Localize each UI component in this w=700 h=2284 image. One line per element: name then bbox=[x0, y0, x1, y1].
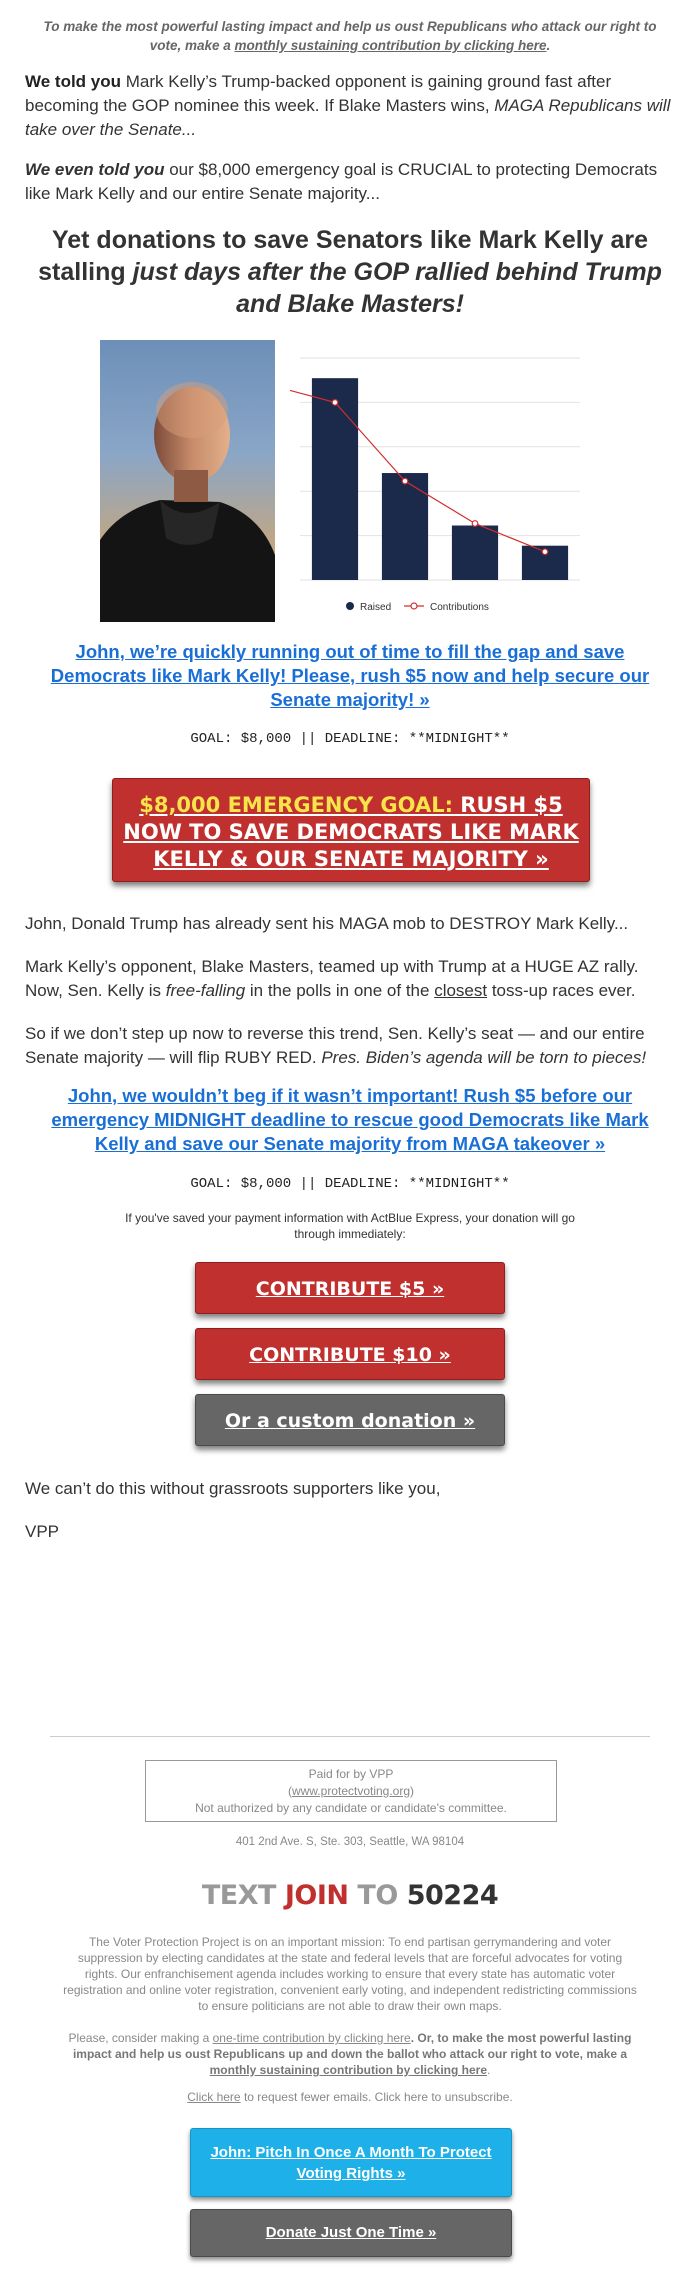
legend-raised-marker bbox=[346, 602, 354, 610]
closing-line: We can’t do this without grassroots supporters like you, bbox=[25, 1479, 441, 1498]
told-you-italic: MAGA Republicans will take over the Senate... bbox=[25, 96, 671, 139]
consider-text: Please, consider making a bbox=[68, 2031, 213, 2045]
chart-point-contributions bbox=[402, 478, 408, 484]
legend-contributions-marker bbox=[411, 603, 417, 609]
actblue-express-note: If you've saved your payment information with ActBlue Express, your donation will go through immediately: bbox=[125, 1211, 575, 1241]
contribute-10-button[interactable]: CONTRIBUTE $10 » bbox=[195, 1328, 505, 1380]
appeal-period: . bbox=[487, 2063, 491, 2077]
even-told-you-text: our $8,000 emergency goal is CRUCIAL to protecting Democrats like Mark Kelly and our entire Senate majority... bbox=[25, 160, 658, 203]
emergency-goal-yellow: $8,000 EMERGENCY GOAL: bbox=[139, 793, 453, 817]
custom-donation-button[interactable]: Or a custom donation » bbox=[195, 1394, 505, 1446]
emergency-goal-button[interactable] bbox=[112, 778, 590, 882]
mission-statement: The Voter Protection Project is on an important mission: To end partisan gerrymandering and voter suppression by electing candidates at the state and federal levels that are forceful advocates for voting rights. Our enfranchisement agenda includes working to ensure that every state has automatic voter registration and online voter registration, convenient early voting, and independent redistricting commissions to ensure politicians are not able to draw their own maps. bbox=[63, 1935, 637, 2013]
rally-closest: closest bbox=[434, 981, 488, 1000]
headline bbox=[30, 224, 670, 320]
chart-bar-raised bbox=[312, 378, 358, 580]
chart-point-contributions bbox=[332, 400, 338, 406]
donate-one-time-button[interactable]: Donate Just One Time » bbox=[190, 2209, 512, 2257]
join-word: JOIN bbox=[284, 1880, 349, 1911]
chart-bar-raised bbox=[452, 526, 498, 580]
paragraph-trump-mob: John, Donald Trump has already sent his MAGA mob to DESTROY Mark Kelly... bbox=[25, 914, 629, 933]
consider-bold: . Or, to make the most powerful lasting impact and help us oust Republicans up and down the ballot who attack our right to vote, make a bbox=[72, 2031, 632, 2061]
not-authorized-text: Not authorized by any candidate or candidate's committee. bbox=[195, 1801, 507, 1815]
portrait-illustration bbox=[100, 340, 275, 622]
told-you-bold: We told you bbox=[25, 72, 122, 91]
reverse-trend-text: So if we don’t step up now to reverse this trend, Sen. Kelly’s seat — and our entire Senate majority — will flip RUBY RED. bbox=[25, 1024, 645, 1067]
legend-raised-label: Raised bbox=[360, 602, 392, 613]
emergency-goal-white: RUSH $5 NOW TO SAVE DEMOCRATS LIKE MARK KELLY & OUR SENATE MAJORITY » bbox=[123, 793, 579, 871]
rally-free-falling: free-falling bbox=[165, 981, 246, 1000]
paid-for-text: Paid for by VPP bbox=[308, 1767, 394, 1781]
intro-monthly-appeal bbox=[40, 17, 660, 55]
even-told-you-bold: We even told you bbox=[25, 160, 165, 179]
protectvoting-link[interactable]: www.protectvoting.org bbox=[291, 1784, 411, 1798]
contribute-5-button[interactable]: CONTRIBUTE $5 » bbox=[195, 1262, 505, 1314]
contribution-appeal bbox=[60, 2030, 640, 2078]
legend-contributions-label: Contributions bbox=[430, 602, 489, 613]
rush-5-link-2[interactable]: John, we wouldn’t beg if it wasn’t important! Rush $5 before our emergency MIDNIGHT deadline to rescue good Democrats like Mark Kelly and save our Senate majority from MAGA takeover » bbox=[51, 1085, 649, 1154]
intro-text: To make the most powerful lasting impact and help us oust Republicans who attack our right to vote, make a bbox=[43, 19, 657, 53]
chart-bar-raised bbox=[382, 473, 428, 580]
fewer-emails-text: to request fewer emails. Click here to unsubscribe. bbox=[240, 2090, 513, 2104]
paragraph-rally bbox=[25, 955, 680, 1003]
goal-deadline-1: GOAL: $8,000 || DEADLINE: **MIDNIGHT** bbox=[190, 731, 510, 747]
paid-for-box: Paid for by VPP (www.protectvoting.org) Not authorized by any candidate or candidate's committee. bbox=[145, 1760, 557, 1822]
one-time-link[interactable]: one-time contribution by clicking here bbox=[212, 2031, 411, 2045]
headline-italic: just days after the GOP rallied behind Trump and Blake Masters! bbox=[132, 258, 662, 318]
paragraph-reverse-trend bbox=[25, 1022, 680, 1070]
chart-point-contributions bbox=[472, 521, 478, 527]
monthly-sustaining-link[interactable]: monthly sustaining contribution by clicking here bbox=[234, 38, 547, 53]
short-code: 50224 bbox=[406, 1880, 499, 1911]
headline-text: Yet donations to save Senators like Mark Kelly are stalling bbox=[38, 226, 649, 286]
monthly-pitch-in-button[interactable]: John: Pitch In Once A Month To Protect Voting Rights » bbox=[190, 2128, 512, 2197]
rally-text-3: toss-up races ever. bbox=[487, 981, 636, 1000]
intro-period: . bbox=[546, 38, 551, 53]
mailing-address: 401 2nd Ave. S, Ste. 303, Seattle, WA 98104 bbox=[235, 1836, 465, 1848]
rally-text-1: Mark Kelly’s opponent, Blake Masters, teamed up with Trump at a HUGE AZ rally. Now, Sen. Kelly is bbox=[25, 957, 639, 1000]
email-preferences bbox=[60, 2089, 640, 2105]
signature: VPP bbox=[25, 1522, 60, 1541]
reverse-trend-italic: Pres. Biden’s agenda will be torn to pieces! bbox=[321, 1048, 647, 1067]
goal-deadline-2: GOAL: $8,000 || DEADLINE: **MIDNIGHT** bbox=[190, 1176, 510, 1192]
paragraph-even-told-you bbox=[25, 158, 680, 206]
fewer-emails-link[interactable]: Click here bbox=[187, 2090, 241, 2104]
mark-kelly-photo bbox=[100, 340, 275, 622]
text-word: TEXT bbox=[201, 1880, 276, 1911]
text-join-banner bbox=[0, 1880, 700, 1911]
footer-monthly-link[interactable]: monthly sustaining contribution by clicking here bbox=[209, 2063, 487, 2077]
rally-text-2: in the polls in one of the bbox=[245, 981, 435, 1000]
donations-chart bbox=[290, 348, 590, 618]
rush-5-link-1[interactable]: John, we’re quickly running out of time to fill the gap and save Democrats like Mark Kelly! Please, rush $5 now and help secure our Senate majority! » bbox=[50, 641, 650, 710]
to-word: TO bbox=[357, 1880, 398, 1911]
told-you-text: Mark Kelly’s Trump-backed opponent is gaining ground fast after becoming the GOP nominee this week. If Blake Masters wins, bbox=[25, 72, 612, 115]
footer-divider bbox=[50, 1736, 650, 1737]
chart-point-contributions bbox=[542, 549, 548, 555]
paragraph-told-you bbox=[25, 70, 680, 142]
